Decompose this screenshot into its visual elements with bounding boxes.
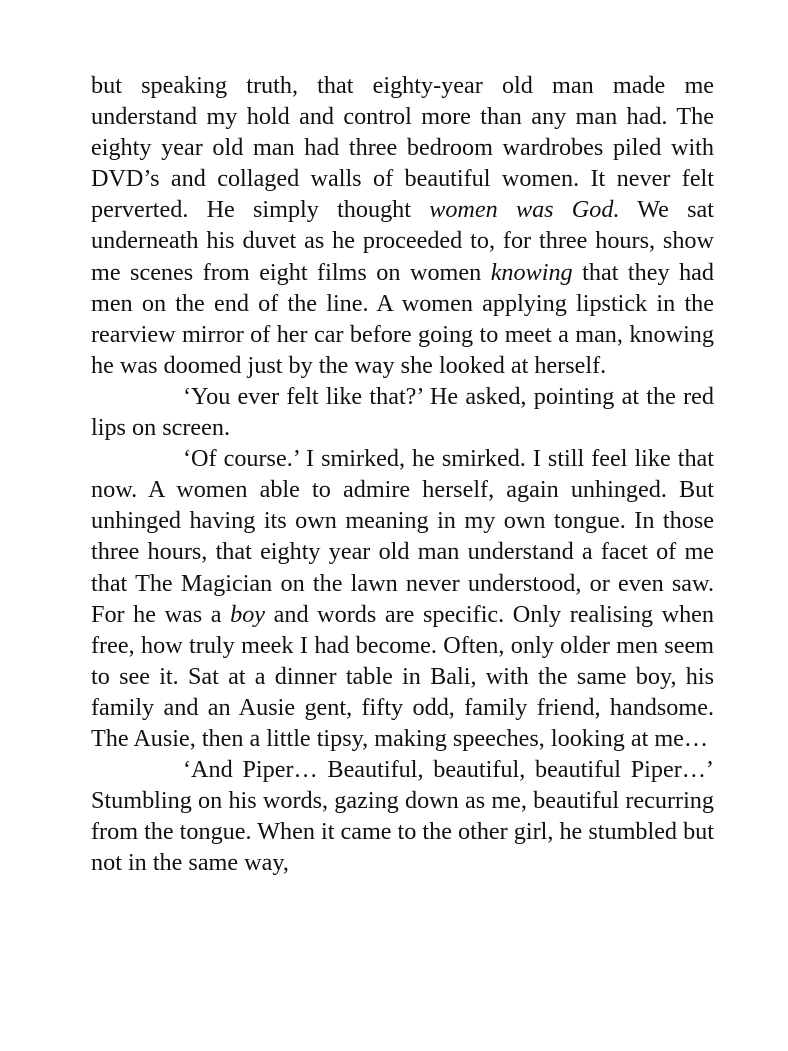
paragraph-3-text-2: and words are specific. Only realising when free, how truly meek I had become. Often, only older men seem to see it. Sat at a dinner table in Bali, with the same boy, his family and an Ausie gent, fifty odd, family friend, handsome. The Ausie, then a little tipsy, making speeches, looking at me… <box>91 600 714 752</box>
paragraph-4-text-1: ‘And Piper… Beautiful, beautiful, beautiful Piper…’ Stumbling on his words, gazing down as me, beautiful recurring from the tongue. When it came to the other girl, he stumbled but not in the same way, <box>91 756 714 877</box>
paragraph-4 <box>91 754 714 878</box>
paragraph-1-text-2: We sat underneath his duvet as he proceeded to, for three hours, show me scenes from eight films on women <box>91 196 714 286</box>
paragraph-1-italic-1: women was God. <box>429 196 620 224</box>
paragraph-3-italic-1: boy <box>230 600 266 628</box>
paragraph-1-text-1: but speaking truth, that eighty-year old man made me understand my hold and control more than any man had. The eighty year old man had three bedroom wardrobes piled with DVD’s and collaged walls of beautiful women. It never felt perverted. He simply thought <box>91 72 714 224</box>
paragraph-1-text-3: that they had men on the end of the line. A women applying lipstick in the rearview mirror of her car before going to meet a man, knowing he was doomed just by the way she looked at herself. <box>91 258 714 379</box>
document-page <box>91 70 714 878</box>
paragraph-1-italic-2: knowing <box>490 258 573 286</box>
paragraph-1 <box>91 70 714 381</box>
paragraph-2 <box>91 381 714 443</box>
paragraph-3 <box>91 443 714 754</box>
paragraph-3-text-1: ‘Of course.’ I smirked, he smirked. I still feel like that now. A women able to admire herself, again unhinged. But unhinged having its own meaning in my own tongue. In those three hours, that eighty year old man understand a facet of me that The Magician on the lawn never understood, or even saw. For he was a <box>91 445 714 628</box>
paragraph-2-text-1: ‘You ever felt like that?’ He asked, pointing at the red lips on screen. <box>91 382 714 442</box>
